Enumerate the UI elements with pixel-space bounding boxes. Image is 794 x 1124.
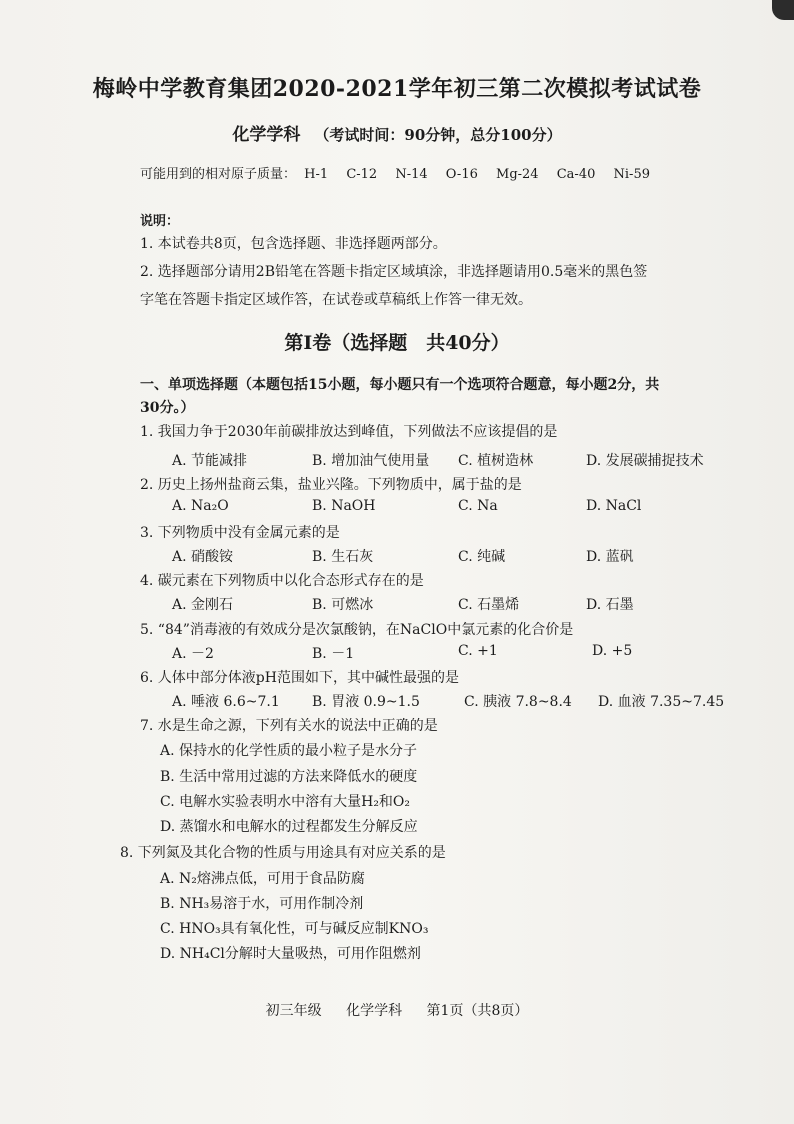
q8-option-a: A. N₂熔沸点低，可用于食品防腐 [160,871,365,887]
atomic-masses [140,163,664,182]
mass-n: N-14 [395,167,428,182]
subject-label: 化学学科 [232,125,301,145]
question-5: 5. “84”消毒液的有效成分是次氯酸钠，在NaClO中氯元素的化合价是 [140,622,574,638]
exam-title: 梅岭中学教育集团2020-2021学年初三第二次模拟考试试卷 [92,76,702,102]
question-2: 2. 历史上扬州盐商云集，盐业兴隆。下列物质中，属于盐的是 [140,477,522,493]
mass-c: C-12 [346,167,378,182]
exam-info: （考试时间：90分钟，总分100分） [314,126,562,144]
q6-option-b: B. 胃液 0.9~1.5 [312,694,420,710]
part-heading-line-2: 30分。） [140,400,195,416]
part-heading-line-1: 一、单项选择题（本题包括15小题，每小题只有一个选项符合题意，每小题2分，共 [140,377,660,393]
exam-subtitle [0,120,794,145]
q3-option-c: C. 纯碱 [458,549,506,565]
q4-option-a: A. 金刚石 [172,597,234,613]
note-line-3: 字笔在答题卡指定区域作答，在试卷或草稿纸上作答一律无效。 [140,292,532,308]
q1-option-d: D. 发展碳捕捉技术 [586,453,704,469]
question-8: 8. 下列氮及其化合物的性质与用途具有对应关系的是 [120,845,446,861]
q4-option-c: C. 石墨烯 [458,597,520,613]
question-3: 3. 下列物质中没有金属元素的是 [140,525,340,541]
footer-page-number: 第1页（共8页） [426,1003,529,1019]
q4-option-b: B. 可燃冰 [312,597,374,613]
footer-grade: 初三年级 [265,1003,322,1019]
mass-o: O-16 [445,167,478,182]
q6-option-d: D. 血液 7.35~7.45 [598,694,725,710]
q3-option-a: A. 硝酸铵 [172,549,234,565]
q7-option-d: D. 蒸馏水和电解水的过程都发生分解反应 [160,819,418,835]
q7-option-b: B. 生活中常用过滤的方法来降低水的硬度 [160,769,418,785]
q8-option-b: B. NH₃易溶于水，可用作制冷剂 [160,896,364,912]
q1-option-c: C. 植树造林 [458,453,534,469]
q2-option-a: A. Na₂O [172,498,229,514]
q8-option-c: C. HNO₃具有氧化性，可与碱反应制KNO₃ [160,921,429,937]
q7-option-c: C. 电解水实验表明水中溶有大量H₂和O₂ [160,794,411,810]
q6-option-a: A. 唾液 6.6~7.1 [172,694,280,710]
q8-option-d: D. NH₄Cl分解时大量吸热，可用作阻燃剂 [160,946,421,962]
q6-option-c: C. 胰液 7.8~8.4 [464,694,572,710]
question-7: 7. 水是生命之源，下列有关水的说法中正确的是 [140,718,438,734]
mass-ni: Ni-59 [613,167,650,182]
q1-option-b: B. 增加油气使用量 [312,453,430,469]
q5-option-a: A. －2 [172,646,214,662]
q4-option-d: D. 石墨 [586,597,634,613]
corner-smudge [772,0,794,20]
footer-subject: 化学学科 [346,1003,403,1019]
q2-option-c: C. Na [458,498,498,514]
q5-option-c: C. +1 [458,643,498,659]
q2-option-b: B. NaOH [312,498,376,514]
q5-option-d: D. +5 [592,643,633,659]
question-4: 4. 碳元素在下列物质中以化合态形式存在的是 [140,573,424,589]
section-title: 第Ⅰ卷（选择题 共40分） [284,332,510,354]
atomic-masses-label: 可能用到的相对原子质量： [140,167,297,182]
q2-option-d: D. NaCl [586,498,642,514]
mass-h: H-1 [304,167,329,182]
q7-option-a: A. 保持水的化学性质的最小粒子是水分子 [160,743,418,759]
q3-option-b: B. 生石灰 [312,549,374,565]
q3-option-d: D. 蓝矾 [586,549,634,565]
page-footer [0,1000,794,1020]
mass-mg: Mg-24 [496,167,539,182]
note-line-2: 2. 选择题部分请用2B铅笔在答题卡指定区域填涂，非选择题请用0.5毫米的黑色签 [140,264,648,280]
question-6: 6. 人体中部分体液pH范围如下，其中碱性最强的是 [140,670,459,686]
note-line-1: 1. 本试卷共8页，包含选择题、非选择题两部分。 [140,236,447,252]
q1-option-a: A. 节能减排 [172,453,248,469]
notes-heading: 说明： [140,214,180,229]
q5-option-b: B. －1 [312,646,355,662]
question-1: 1. 我国力争于2030年前碳排放达到峰值，下列做法不应该提倡的是 [140,424,558,440]
mass-ca: Ca-40 [556,167,596,182]
